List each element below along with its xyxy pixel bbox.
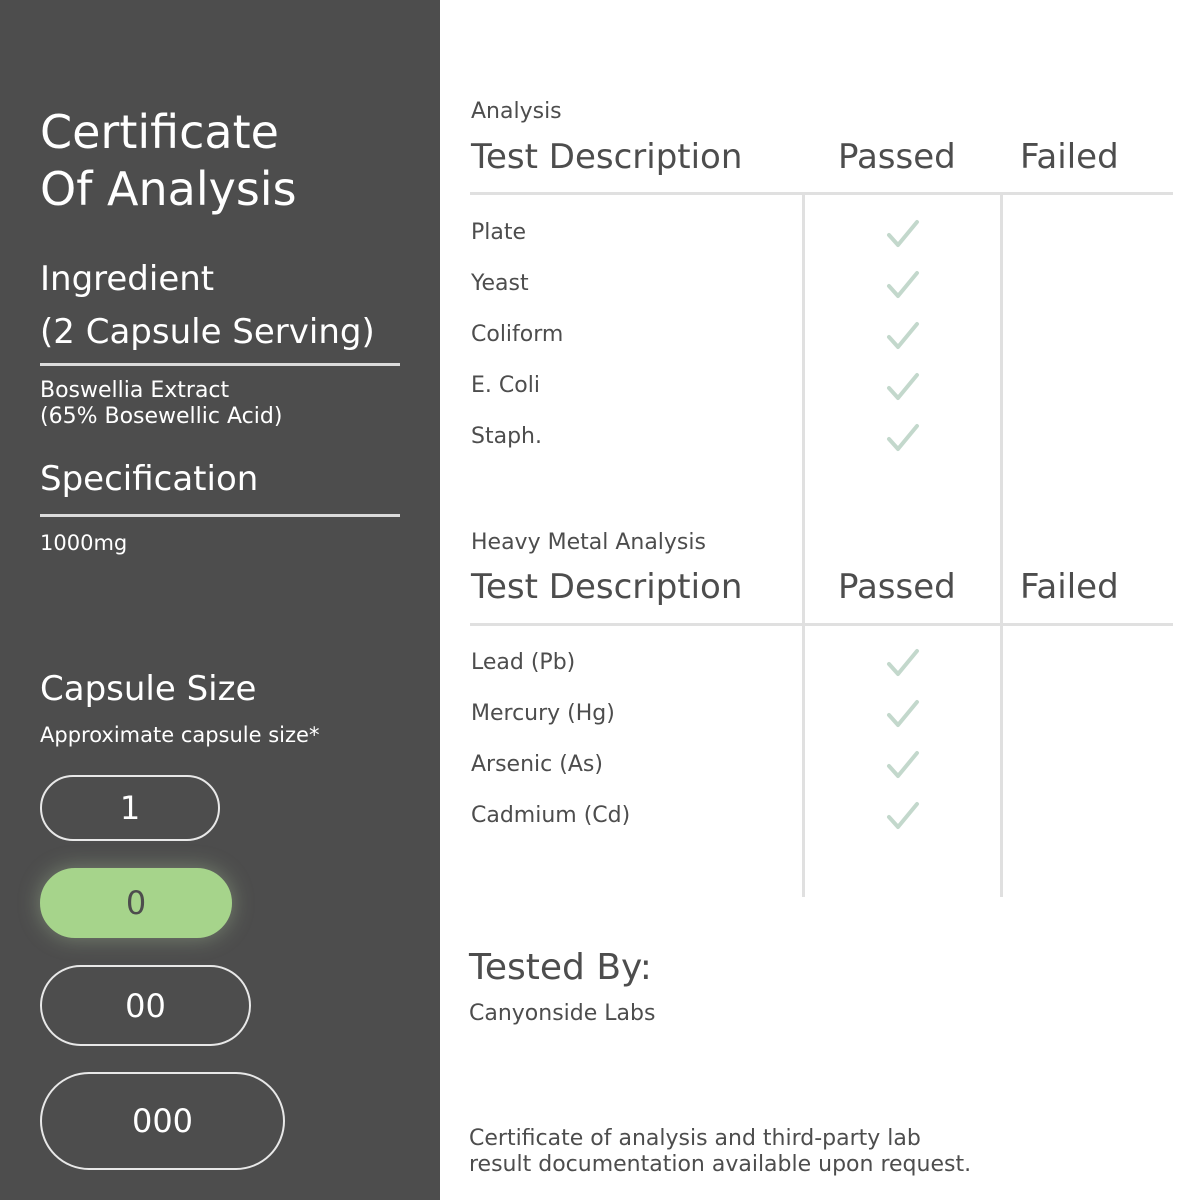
title-line-2: Of Analysis <box>40 162 297 216</box>
column-divider-passed <box>802 195 805 897</box>
analysis-header-passed: Passed <box>838 137 956 177</box>
tested-by-heading: Tested By: <box>469 947 652 988</box>
heavy-metal-row-mercury: Mercury (Hg) <box>471 701 615 726</box>
capsule-size-subtitle: Approximate capsule size* <box>40 723 320 747</box>
footer-line-2: result documentation available upon request. <box>469 1152 972 1177</box>
check-icon <box>886 423 920 453</box>
analysis-row-staph: Staph. <box>471 424 542 449</box>
heavy-metal-row-lead: Lead (Pb) <box>471 650 576 675</box>
ingredient-line-1: Boswellia Extract <box>40 378 230 403</box>
analysis-row-coliform: Coliform <box>471 322 564 347</box>
capsule-size-heading: Capsule Size <box>40 669 257 709</box>
ingredient-heading <box>40 253 375 359</box>
capsule-size-0-button[interactable]: 0 <box>40 868 232 938</box>
ingredient-heading-line-2: (2 Capsule Serving) <box>40 312 375 352</box>
heavy-metal-header-divider <box>470 623 1173 626</box>
tested-by-lab: Canyonside Labs <box>469 1001 656 1026</box>
specification-heading: Specification <box>40 459 259 499</box>
check-icon <box>886 372 920 402</box>
heavy-metal-section-label: Heavy Metal Analysis <box>471 530 706 555</box>
analysis-row-ecoli: E. Coli <box>471 373 540 398</box>
heavy-metal-row-arsenic: Arsenic (As) <box>471 752 603 777</box>
capsule-size-000-button[interactable]: 000 <box>40 1072 285 1170</box>
ingredient-divider <box>40 363 400 366</box>
analysis-section-label: Analysis <box>471 99 562 124</box>
check-icon <box>886 801 920 831</box>
specification-divider <box>40 514 400 517</box>
analysis-header-failed: Failed <box>1020 137 1119 177</box>
specification-value: 1000mg <box>40 531 128 555</box>
footer-line-1: Certificate of analysis and third-party lab <box>469 1126 921 1151</box>
left-panel <box>0 0 440 1200</box>
analysis-header-test: Test Description <box>471 137 743 177</box>
check-icon <box>886 270 920 300</box>
capsule-size-00-button[interactable]: 00 <box>40 965 251 1046</box>
check-icon <box>886 219 920 249</box>
check-icon <box>886 321 920 351</box>
page-title <box>40 104 297 218</box>
analysis-row-yeast: Yeast <box>471 271 529 296</box>
column-divider-failed <box>1000 195 1003 897</box>
heavy-metal-header-passed: Passed <box>838 567 956 607</box>
ingredient-line-2: (65% Bosewellic Acid) <box>40 404 283 429</box>
analysis-header-divider <box>470 192 1173 195</box>
check-icon <box>886 750 920 780</box>
analysis-row-plate: Plate <box>471 220 527 245</box>
check-icon <box>886 699 920 729</box>
heavy-metal-header-test: Test Description <box>471 567 743 607</box>
check-icon <box>886 648 920 678</box>
ingredient-value <box>40 378 282 430</box>
heavy-metal-row-cadmium: Cadmium (Cd) <box>471 803 631 828</box>
footer-note <box>469 1126 971 1178</box>
heavy-metal-header-failed: Failed <box>1020 567 1119 607</box>
title-line-1: Certificate <box>40 105 279 159</box>
capsule-size-1-button[interactable]: 1 <box>40 775 220 841</box>
ingredient-heading-line-1: Ingredient <box>40 259 215 299</box>
